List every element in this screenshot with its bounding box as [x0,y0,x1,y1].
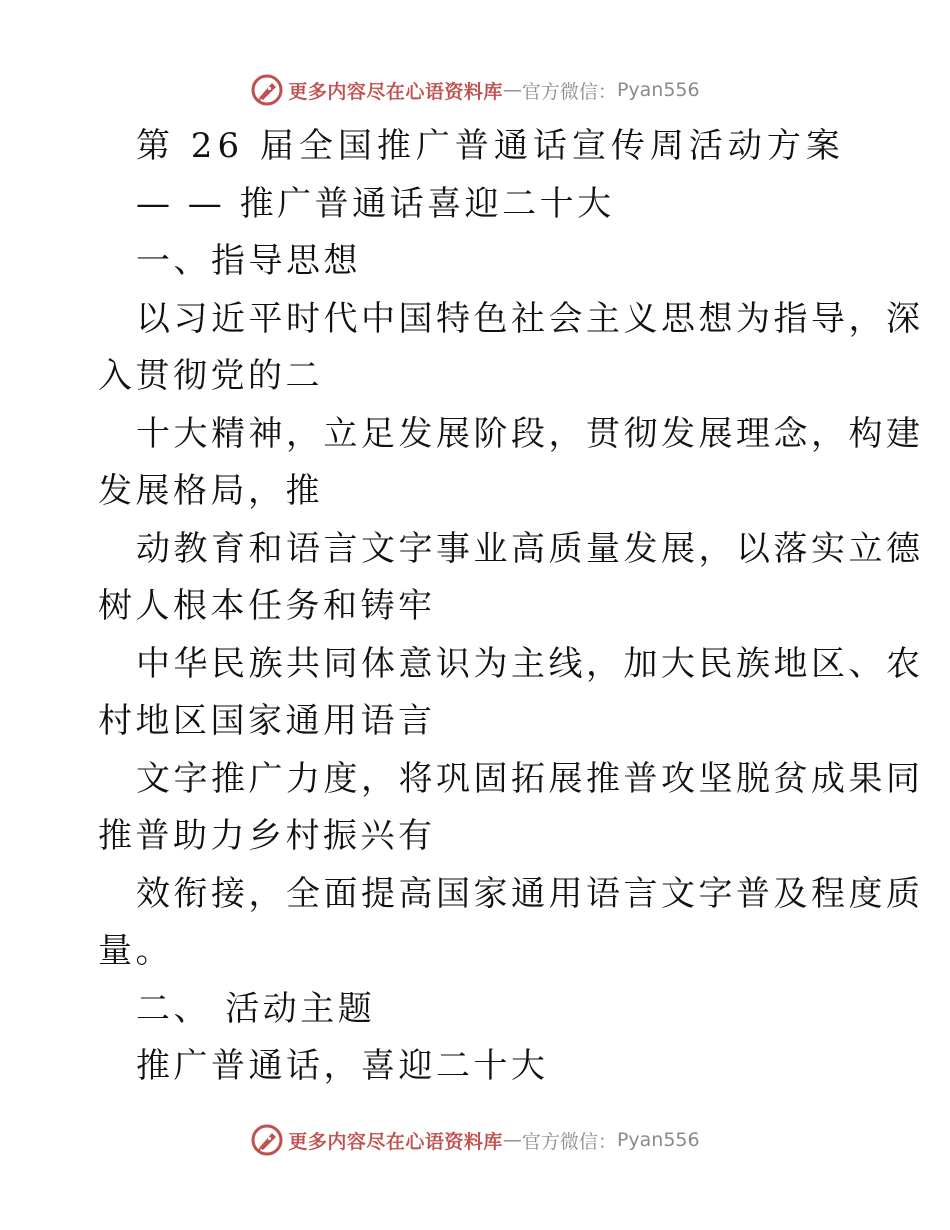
watermark-site-text: 更多内容尽在心语资料库 [288,80,503,103]
paragraph-line: 发展格局，推 [98,471,323,511]
activity-theme-text: 推广普通话，喜迎二十大 [136,1046,549,1086]
paragraph-line: 中华民族共同体意识为主线，加大民族地区、农 [136,643,924,684]
footer-watermark [0,1120,950,1160]
paragraph-line: 入贯彻党的二 [98,356,323,396]
document-subtitle: — — 推广普通话喜迎二十大 [136,183,615,224]
section-heading-guiding-ideology: 一、指导思想 [136,241,361,281]
header-watermark [0,70,950,110]
watermark-wechat-label: 官方微信： [521,1130,617,1153]
pen-nib-logo-icon [250,73,284,107]
paragraph-line: 树人根本任务和铸牢 [98,586,436,626]
pen-nib-logo-icon [250,1123,284,1157]
watermark-site-text: 更多内容尽在心语资料库 [288,1130,503,1153]
watermark-separator: — [502,79,522,101]
watermark-separator: — [502,1129,522,1151]
paragraph-line: 十大精神，立足发展阶段，贯彻发展理念，构建 [136,413,924,454]
paragraph-line: 动教育和语言文字事业高质量发展，以落实立德 [136,528,924,569]
paragraph-line: 量。 [98,931,173,971]
watermark-wechat-id: Pyan556 [616,79,700,101]
watermark-wechat-label: 官方微信： [521,80,617,103]
watermark-wechat-id: Pyan556 [616,1129,700,1151]
document-body [98,118,924,1096]
document-title: 第 26 届全国推广普通话宣传周活动方案 [136,126,845,166]
paragraph-line: 以习近平时代中国特色社会主义思想为指导，深 [136,298,924,339]
paragraph-line: 文字推广力度，将巩固拓展推普攻坚脱贫成果同 [136,758,924,799]
paragraph-line: 效衔接，全面提高国家通用语言文字普及程度质 [136,873,924,914]
paragraph-line: 推普助力乡村振兴有 [98,816,436,856]
section-heading-activity-theme: 二、 活动主题 [136,988,376,1029]
paragraph-line: 村地区国家通用语言 [98,701,436,741]
